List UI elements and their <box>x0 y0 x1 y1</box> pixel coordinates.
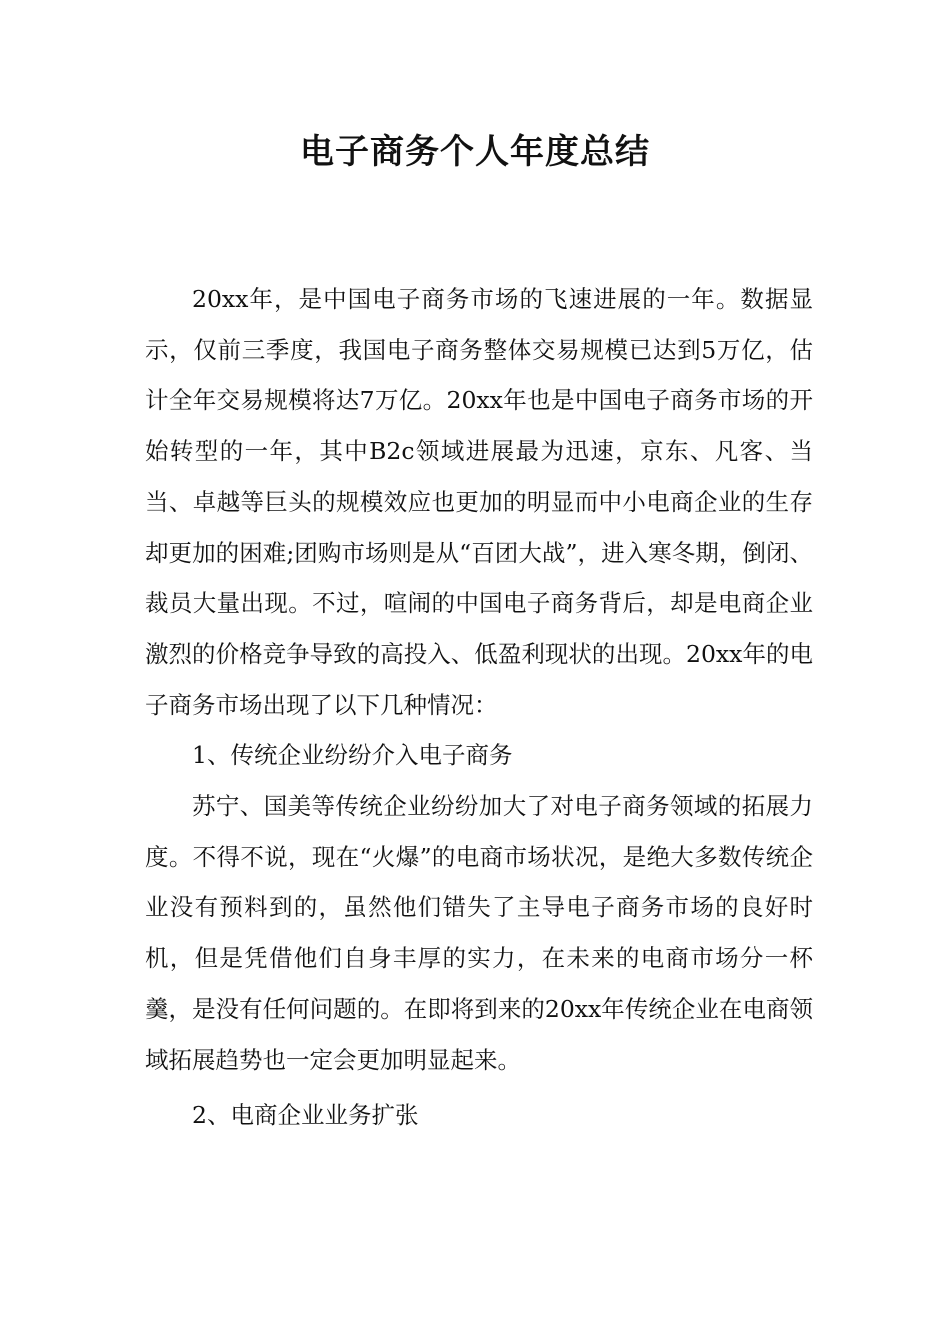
paragraph-traditional-enterprises: 苏宁、国美等传统企业纷纷加大了对电子商务领域的拓展力度。不得不说，现在“火爆”的电商市场状况，是绝大多数传统企业没有预料到的，虽然他们错失了主导电子商务市场的良好时机，但是凭借他们自身丰厚的实力，在未来的电商市场分一杯羹，是没有任何问题的。在即将到来的20xx年传统企业在电商领域拓展趋势也一定会更加明显起来。 <box>145 792 813 1074</box>
section-heading-1: 1、传统企业纷纷介入电子商务 <box>192 741 513 770</box>
paragraph-intro: 20xx年，是中国电子商务市场的飞速进展的一年。数据显示，仅前三季度，我国电子商务整体交易规模已达到5万亿，估计全年交易规模将达7万亿。20xx年也是中国电子商务市场的开始转型的一年，其中B2c领域进展最为迅速，京东、凡客、当当、卓越等巨头的规模效应也更加的明显而中小电商企业的生存却更加的困难;团购市场则是从“百团大战”，进入寒冬期，倒闭、裁员大量出现。不过，喧闹的中国电子商务背后，却是电商企业激烈的价格竞争导致的高投入、低盈利现状的出现。20xx年的电子商务市场出现了以下几种情况： <box>145 285 813 719</box>
document-title: 电子商务个人年度总结 <box>300 132 650 172</box>
section-heading-2: 2、电商企业业务扩张 <box>192 1101 419 1130</box>
document-body <box>145 274 813 1141</box>
